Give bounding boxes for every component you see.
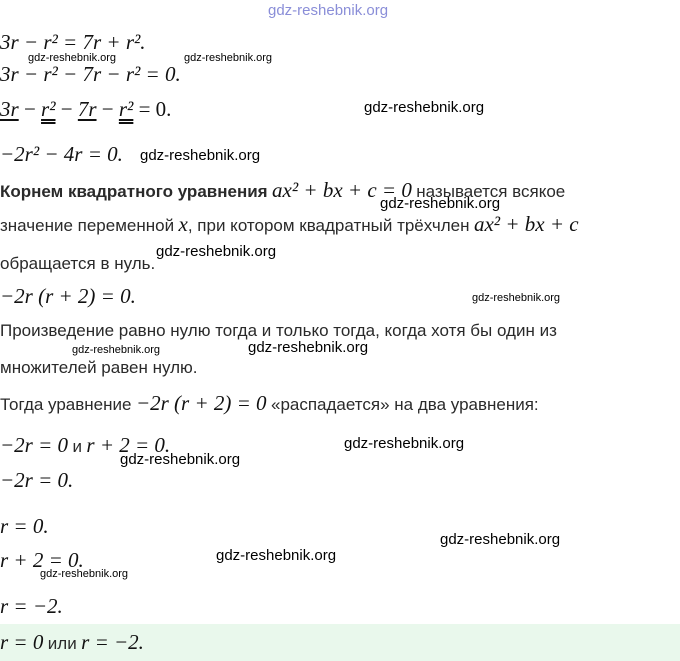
conjunction: и [72, 437, 82, 456]
paragraph-text: Тогда уравнение [0, 395, 132, 414]
watermark: gdz-reshebnik.org [156, 243, 277, 260]
conjunction: или [47, 634, 77, 653]
factored-equation: −2r (r + 2) = 0 [135, 391, 267, 415]
watermark: gdz-reshebnik.org [120, 451, 241, 468]
watermark: gdz-reshebnik.org [140, 147, 261, 164]
definition-line-2 [0, 212, 579, 237]
watermark: gdz-reshebnik.org [364, 99, 485, 116]
answer-line [0, 630, 144, 655]
term-double-underlined: r² [118, 97, 134, 121]
equation-line-1: 3r − r² = 7r + r². [0, 30, 146, 54]
equation-line-6 [0, 433, 170, 458]
equation-line-2: 3r − r² − 7r − r² = 0. [0, 62, 181, 86]
equation: −2r = 0 [0, 433, 69, 457]
paragraph-line-2: множителей равен нулю. [0, 358, 198, 377]
paragraph-line-3 [0, 391, 539, 416]
watermark: gdz-reshebnik.org [344, 435, 465, 452]
equation-line-3: 3r − r² − 7r − r² = 0. [0, 97, 172, 121]
watermark: gdz-reshebnik.org [72, 344, 161, 356]
answer-root-2: r = −2. [81, 630, 144, 654]
definition-text: называется всякое [416, 182, 566, 201]
term-double-underlined: r² [41, 97, 56, 121]
equation-line-4: −2r² − 4r = 0. [0, 142, 123, 166]
answer-root-1: r = 0 [0, 630, 44, 654]
watermark: gdz-reshebnik.org [184, 52, 273, 64]
equation-line-9: r + 2 = 0. [0, 548, 84, 572]
definition-term: Корнем квадратного уравнения [0, 182, 268, 201]
watermark: gdz-reshebnik.org [440, 531, 561, 548]
quadratic-trinomial: ax² + bx + c [473, 212, 579, 236]
equation-line-5: −2r (r + 2) = 0. [0, 284, 136, 308]
term-underlined: 3r [0, 97, 19, 121]
watermark: gdz-reshebnik.org [216, 547, 337, 564]
definition-text: значение переменной [0, 216, 175, 235]
equation-line-8: r = 0. [0, 514, 49, 538]
paragraph-line-1: Произведение равно нулю тогда и только тогда, когда хотя бы один из [0, 321, 557, 340]
term-underlined: 7r [77, 97, 97, 121]
variable-x: x [178, 212, 188, 236]
watermark: gdz-reshebnik.org [472, 292, 561, 304]
watermark: gdz-reshebnik.org [28, 52, 117, 64]
watermark: gdz-reshebnik.org [40, 568, 129, 580]
equation-line-7: −2r = 0. [0, 468, 74, 492]
definition-line-3: обращается в нуль. [0, 254, 156, 273]
watermark: gdz-reshebnik.org [248, 339, 369, 356]
watermark-top: gdz-reshebnik.org [268, 2, 389, 19]
equation-line-10: r = −2. [0, 594, 63, 618]
equals-zero: = 0. [138, 97, 172, 121]
watermark: gdz-reshebnik.org [380, 195, 501, 212]
quadratic-equation: ax² + bx + c = 0 [272, 178, 412, 202]
definition-line-1 [0, 178, 565, 203]
definition-text: , при котором квадратный трёхчлен [187, 216, 470, 235]
paragraph-text: «распадается» на два уравнения: [270, 395, 539, 414]
equation: r + 2 = 0. [86, 433, 171, 457]
